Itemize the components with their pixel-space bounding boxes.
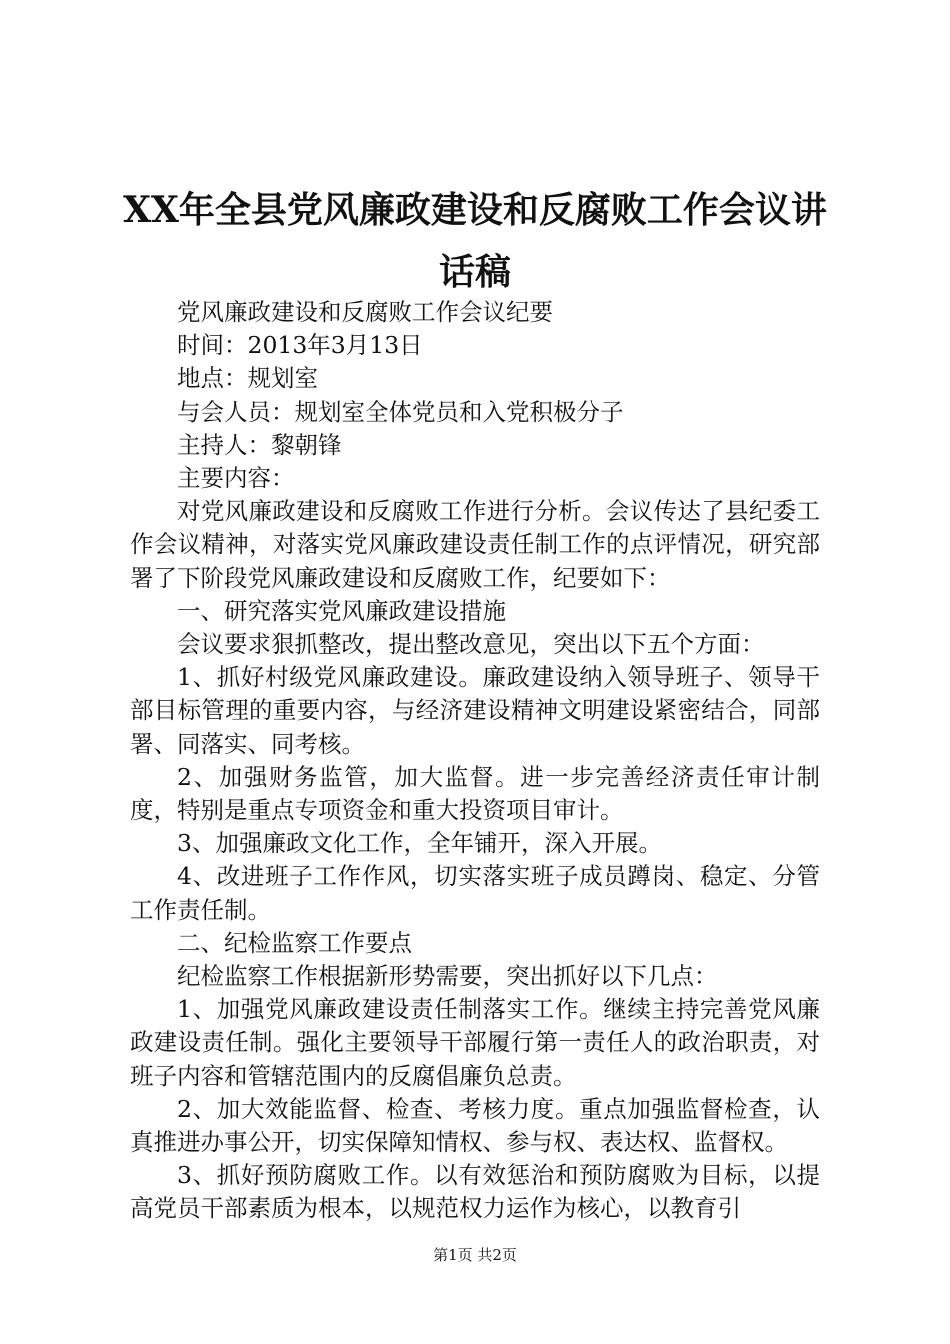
paragraph: 会议要求狠抓整改，提出整改意见，突出以下五个方面： (177, 630, 765, 659)
page-footer: 第1页 共2页 (433, 1246, 517, 1264)
document-title-line-2: 话稿 (438, 251, 511, 293)
list-item: 1、抓好村级党风廉政建设。廉政建设纳入领导班子、领导干部目标管理的重要内容，与经济建设精神文明建设紧密结合，同部署、同落实、同考核。 (130, 663, 820, 758)
list-item: 2、加强财务监管，加大监督。进一步完善经济责任审计制度，特别是重点专项资金和重大投资项目审计。 (130, 762, 820, 825)
list-item: 3、抓好预防腐败工作。以有效惩治和预防腐败为目标，以提高党员干部素质为根本，以规范权力运作为核心，以教育引 (130, 1161, 820, 1223)
paragraph-host: 主持人：黎朝锋 (177, 430, 342, 459)
list-item: 4、改进班子工作作风，切实落实班子成员蹲岗、稳定、分管工作责任制。 (130, 862, 820, 924)
document-body (130, 296, 820, 1226)
paragraph-attendees: 与会人员：规划室全体党员和入党积极分子 (177, 397, 624, 426)
list-item: 2、加大效能监督、检查、考核力度。重点加强监督检查，认真推进办事公开，切实保障知情权、参与权、表达权、监督权。 (130, 1094, 820, 1157)
list-item: 3、加强廉政文化工作，全年铺开，深入开展。 (177, 829, 662, 858)
section-heading-2: 二、纪检监察工作要点 (177, 928, 412, 957)
paragraph-heading: 党风廉政建设和反腐败工作会议纪要 (177, 298, 553, 326)
section-heading-1: 一、研究落实党风廉政建设措施 (177, 596, 506, 625)
paragraph-intro: 对党风廉政建设和反腐败工作进行分析。会议传达了县纪委工作会议精神，对落实党风廉政建设责任制工作的点评情况，研究部署了下阶段党风廉政建设和反腐败工作，纪要如下： (130, 497, 820, 592)
paragraph-content-label: 主要内容： (177, 464, 295, 493)
document-title-line-1: XX年全县党风廉政建设和反腐败工作会议讲 (123, 189, 827, 231)
paragraph-time: 时间：2013年3月13日 (177, 331, 423, 360)
paragraph: 纪检监察工作根据新形势需要，突出抓好以下几点： (177, 962, 718, 991)
paragraph-location: 地点：规划室 (177, 364, 318, 393)
list-item: 1、加强党风廉政建设责任制落实工作。继续主持完善党风廉政建设责任制。强化主要领导干部履行第一责任人的政治职责，对班子内容和管辖范围内的反腐倡廉负总责。 (130, 995, 820, 1090)
